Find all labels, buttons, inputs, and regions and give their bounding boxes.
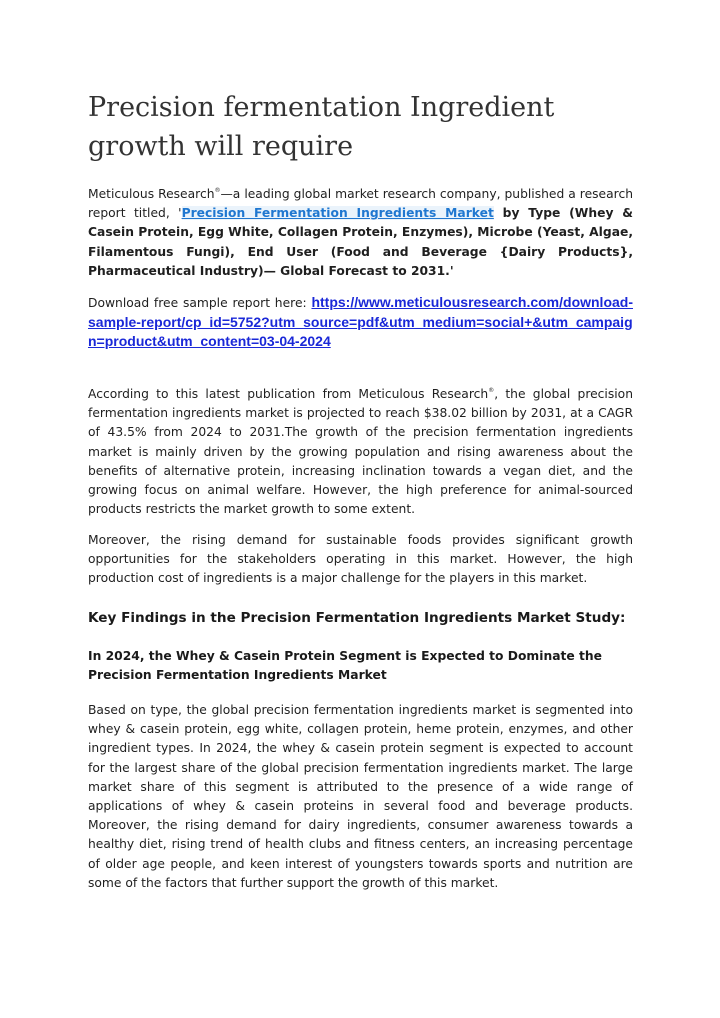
overview-text-start: According to this latest publication from Meticulous Research: [88, 387, 489, 401]
registered-mark: ®: [214, 187, 221, 194]
market-report-link[interactable]: Precision Fermentation Ingredients Market: [181, 206, 494, 221]
download-label: Download free sample report here:: [88, 296, 312, 310]
company-name: Meticulous Research: [88, 187, 215, 201]
registered-mark: ®: [488, 387, 495, 394]
sample-report-link[interactable]: https://www.meticulousresearch.com/download-sample-report/cp_id=5752?utm_source=pdf&utm_medium=social+&utm_campaign=product&utm_content=03-04-2024: [88, 294, 633, 349]
segment-paragraph: Based on type, the global precision fermentation ingredients market is segmented into whey & casein protein, egg white, collagen protein, heme protein, enzymes, and other ingredient types. In 2024, the whey & casein protein segment is expected to account for the largest share of the global precision fermentation ingredients market. The large market share of this segment is attributed to the presence of a wide range of applications of whey & casein proteins in several food and beverage products. Moreover, the rising demand for dairy ingredients, consumer awareness towards a healthy diet, rising trend of health clubs and fitness centers, an increasing percentage of older age people, and keen interest of youngsters towards sports and nutrition are some of the factors that further support the growth of this market.: [88, 703, 633, 890]
market-overview-paragraph: [88, 381, 633, 519]
intro-paragraph: [88, 181, 633, 281]
key-findings-heading: Key Findings in the Precision Fermentation Ingredients Market Study:: [88, 610, 626, 626]
intro-text: —a leading global market research company, published a research report titled, ': [88, 187, 633, 221]
opportunities-paragraph: Moreover, the rising demand for sustainable foods provides significant growth opportunities for the stakeholders operating in this market. However, the high production cost of ingredients is a major challenge for the players in this market.: [88, 533, 633, 586]
page-title: Precision fermentation Ingredient growth will require: [88, 92, 555, 162]
report-title-rest: by Type (Whey & Casein Protein, Egg White, Collagen Protein, Enzymes), Microbe (Yeast, Algae, Filamentous Fungi), End User (Food and Beverage {Dairy Products}, Pharmaceutical Industry)— Global Forecast to 2031.': [88, 206, 634, 278]
download-paragraph: [88, 293, 633, 352]
segment-heading: In 2024, the Whey & Casein Protein Segment is Expected to Dominate the Precision Fermentation Ingredients Market: [88, 649, 602, 683]
overview-text-end: , the global precision fermentation ingredients market is projected to reach $38.02 billion by 2031, at a CAGR of 43.5% from 2024 to 2031.The growth of the precision fermentation ingredients market is mainly driven by the growing population and rising awareness about the benefits of alternative protein, increasing inclination towards a vegan diet, and the growing focus on animal welfare. However, the high preference for animal-sourced products restricts the market growth to some extent.: [88, 387, 633, 517]
